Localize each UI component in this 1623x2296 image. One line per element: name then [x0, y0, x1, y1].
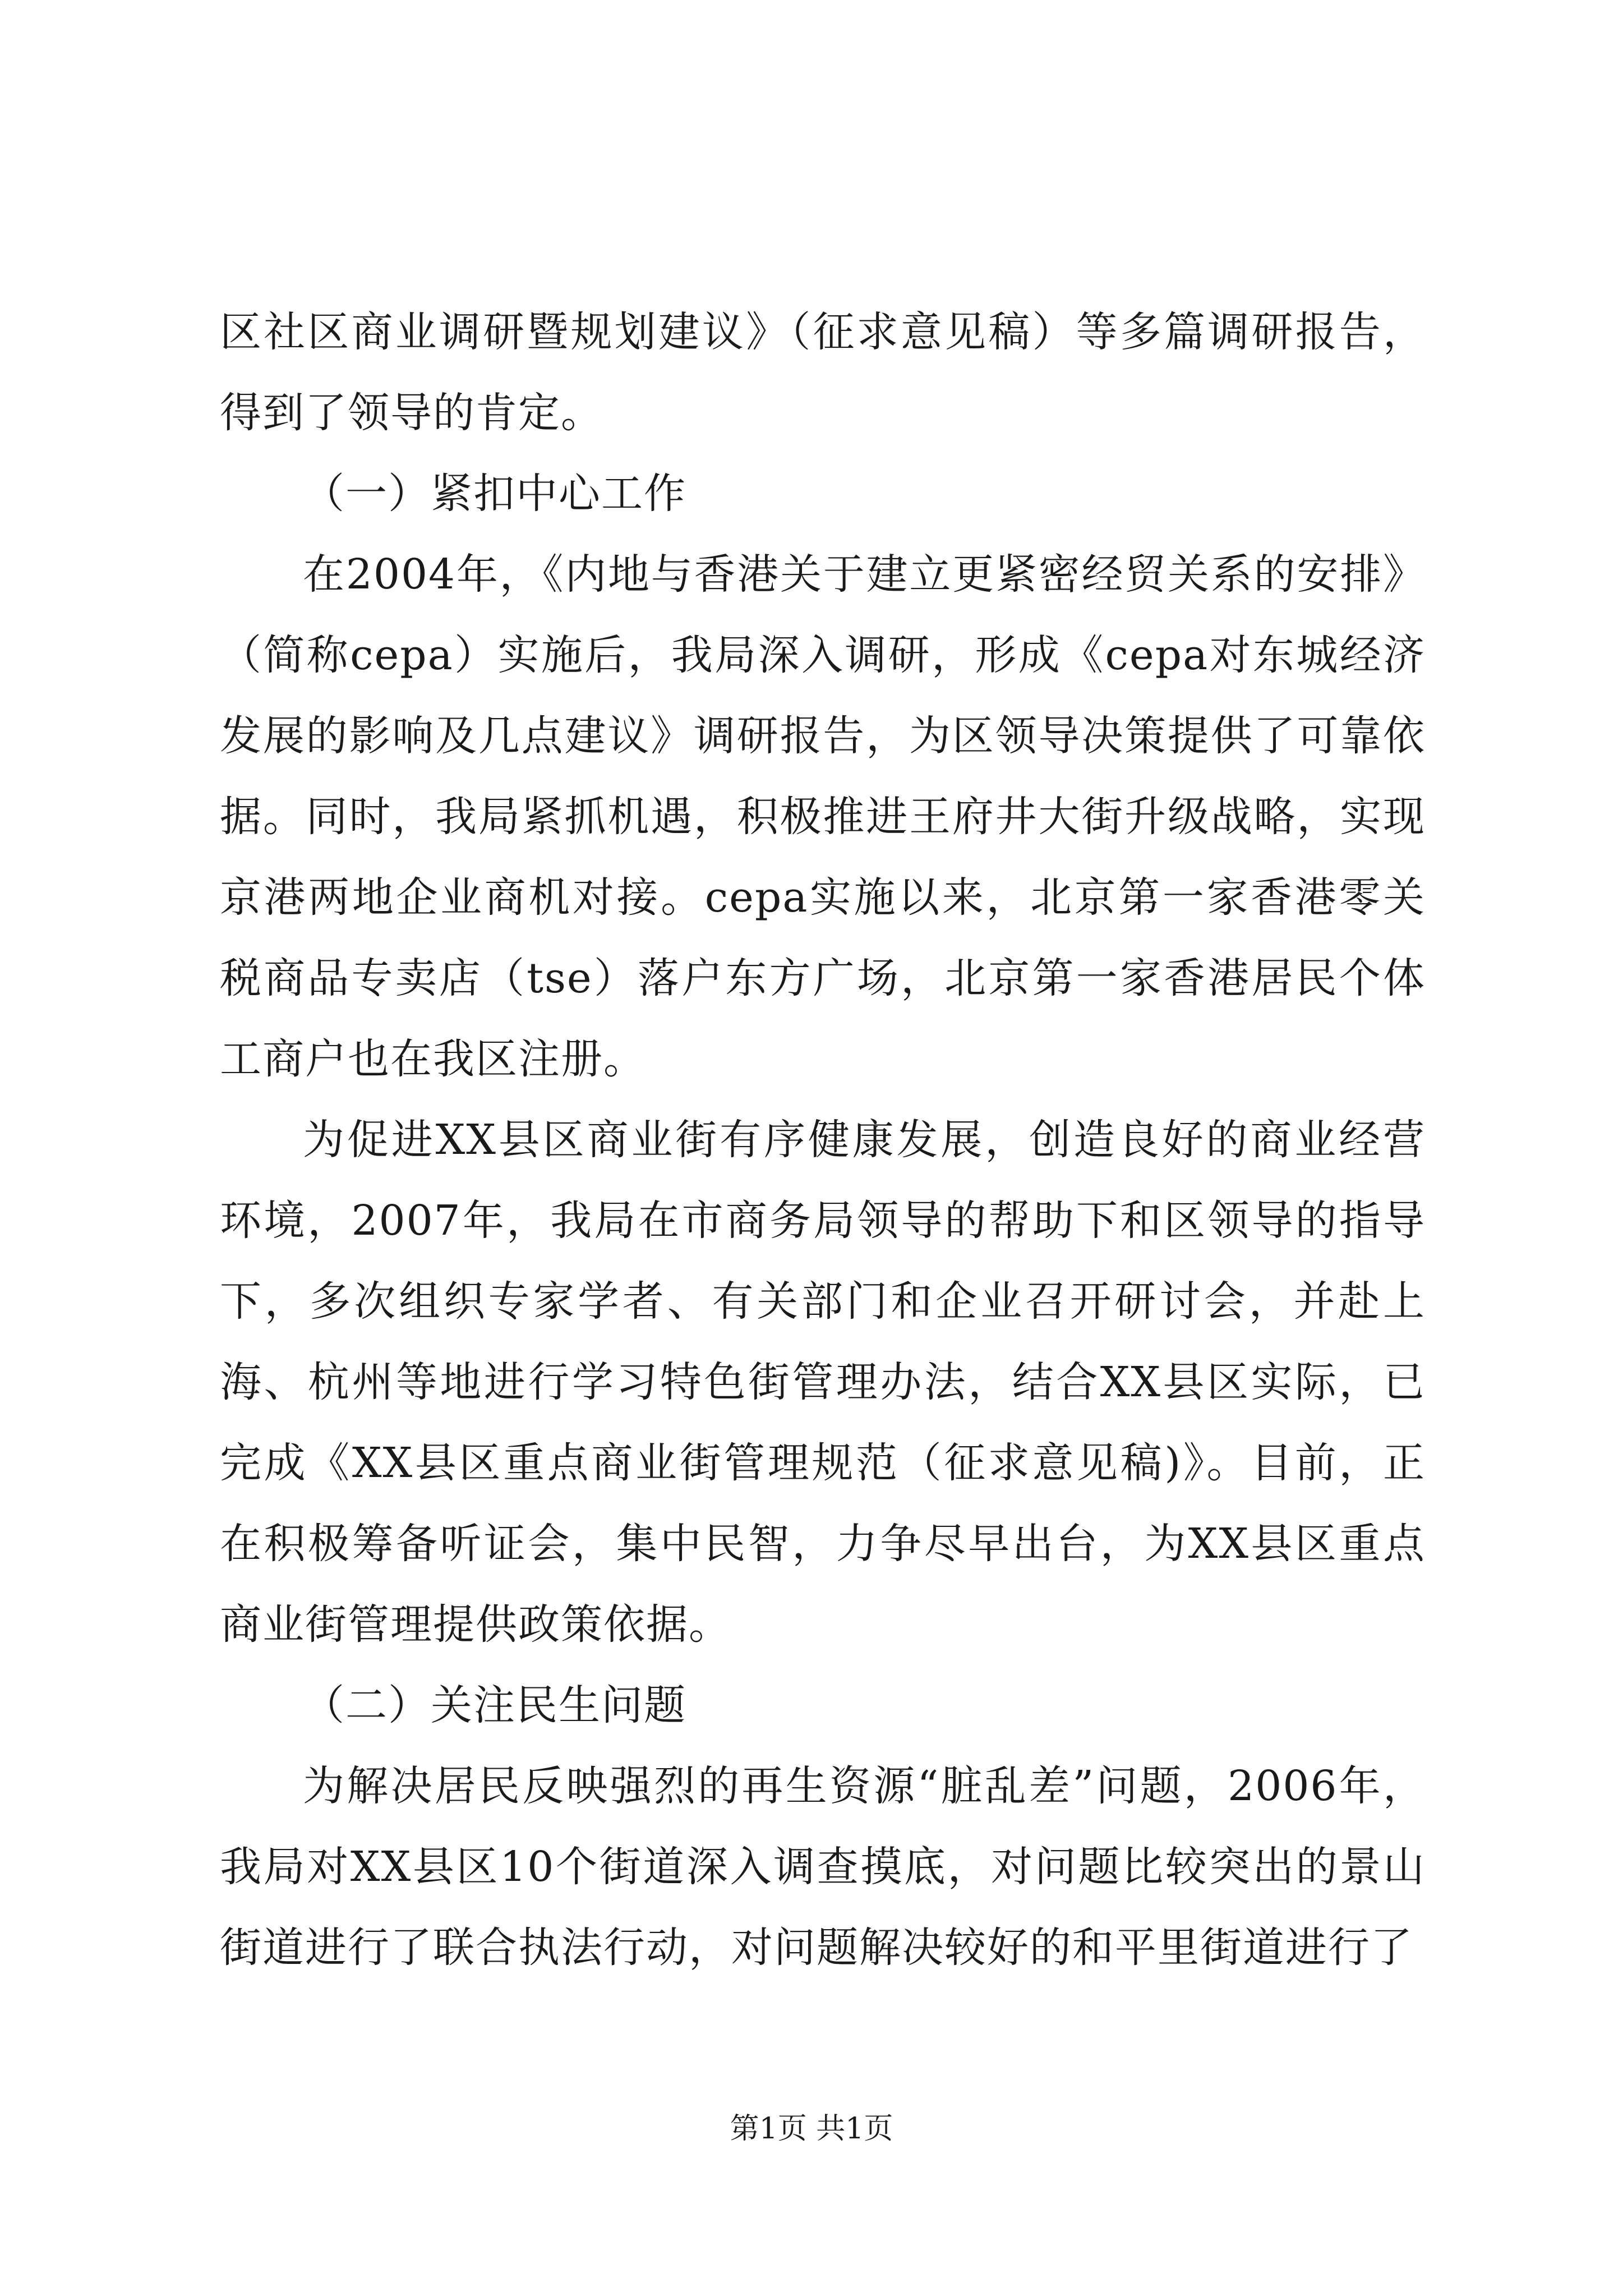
- paragraph-cepa: 在2004年，《内地与香港关于建立更紧密经贸关系的安排》（简称cepa）实施后，我局深入调研，形成《cepa对东城经济发展的影响及几点建议》调研报告，为区领导决策提供了可靠依据。同时，我局紧抓机遇，积极推进王府井大街升级战略，实现京港两地企业商机对接。cepa实施以来，北京第一家香港零关税商品专卖店（tse）落户东方广场，北京第一家香港居民个体工商户也在我区注册。: [220, 550, 1426, 1083]
- section-heading-2: （二）关注民生问题: [303, 1681, 686, 1729]
- page-footer: 第1页 共1页: [730, 2112, 893, 2146]
- document-body: [220, 292, 1426, 1988]
- paragraph-commercial-street: 为促进XX县区商业街有序健康发展，创造良好的商业经营环境，2007年，我局在市商务局领导的帮助下和区领导的指导下，多次组织专家学者、有关部门和企业召开研讨会，并赴上海、杭州等地进行学习特色街管理办法，结合XX县区实际，已完成《XX县区重点商业街管理规范（征求意见稿)》。目前，正在积极筹备听证会，集中民智，力争尽早出台，为XX县区重点商业街管理提供政策依据。: [220, 1116, 1426, 1649]
- paragraph-recycling: 为解决居民反映强烈的再生资源“脏乱差”问题，2006年，我局对XX县区10个街道深入调查摸底，对问题比较突出的景山街道进行了联合执法行动，对问题解决较好的和平里街道进行了: [220, 1762, 1426, 1972]
- paragraph-continuation: 区社区商业调研暨规划建议》（征求意见稿）等多篇调研报告，得到了领导的肯定。: [220, 308, 1426, 437]
- section-heading-1: （一）紧扣中心工作: [303, 470, 686, 518]
